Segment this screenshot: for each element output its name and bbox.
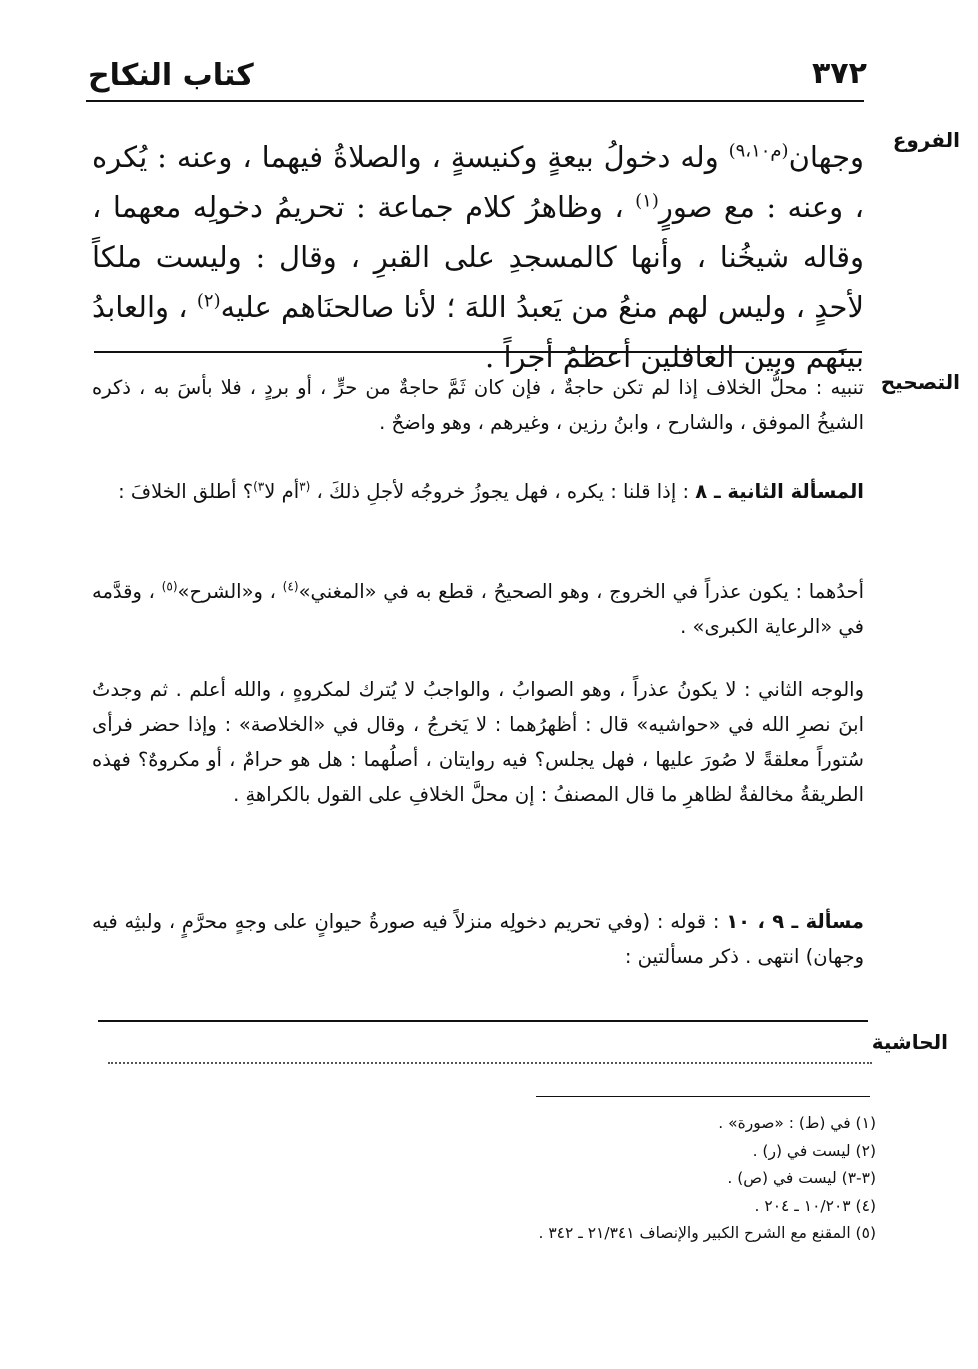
issue-heading: مسألة ـ ٩ ، ١٠	[726, 910, 864, 933]
footnotes	[380, 1110, 876, 1248]
footnote: (٤) ١٠/٢٠٣ ـ ٢٠٤ .	[754, 1196, 876, 1215]
section-divider	[98, 1020, 868, 1022]
footnote-ref: ٣)	[253, 479, 265, 494]
hashiya-dotted-line	[108, 1062, 872, 1064]
label-furu: الفروع	[892, 128, 960, 152]
footnote-ref: (١)	[635, 190, 659, 212]
tashih-text-part: أحدُهما : يكون عذراً في الخروج ، وهو الصحيحُ ، قطع به في «المغني»	[298, 580, 864, 603]
tashih-text-part: : إذا قلنا : يكره ، فهل يجوزُ خروجُه لأجلِ ذلكَ ،	[310, 480, 696, 503]
running-head: كتاب النكاح	[88, 58, 254, 93]
tashih-paragraph-note: تنبيه : محلُّ الخلاف إذا لم تكن حاجةٌ ، فإن كان ثَمَّ حاجةٌ من حرٍّ ، أو بردٍ ، فلا بأسَ به ، ذكره الشيخُ الموفق ، والشارح ، وابنُ رزين ، وغيرهم ، وهو واضحٌ .	[92, 376, 864, 434]
tashih-paragraph-second-view: والوجه الثاني : لا يكونُ عذراً ، وهو الصوابُ ، والواجبُ لا يُترك لمكروهٍ ، والله أعلم . ثم وجدتُ ابنَ نصرِ الله في «حواشيه» قال : أظهرُهما : لا يَخرجُ ، وقال في «الخلاصة» : وإذا حضر فرأى سُتوراً معلقةً لا صُورَ عليها ، فهل يجلس؟ فيه روايتان ، أصلُهما : هل هو حرامٌ ، أو مكروهٌ؟ فهذه الطريقةُ مخالفةٌ لظاهرِ ما قال المصنفُ : إن محلَّ الخلافِ على القول بالكراهةِ .	[92, 678, 864, 806]
footnote-ref: (٤)	[282, 579, 299, 594]
footnote: (٢) ليست في (ر) .	[752, 1141, 876, 1160]
label-tashih: التصحيح	[880, 370, 960, 394]
tashih-text-part: ، و«الشرح»	[177, 580, 283, 603]
furu-text	[92, 132, 864, 382]
tashih-paragraph-issue-9-10	[92, 904, 864, 974]
label-hashiya: الحاشية	[871, 1030, 948, 1054]
tashih-paragraph-first-view	[92, 574, 864, 644]
issue-heading: المسألة الثانية ـ ٨	[695, 480, 864, 503]
footnote-ref: (٣	[299, 479, 311, 494]
header-rule	[86, 100, 864, 102]
footnote-ref: (م٩،١٠)	[728, 140, 789, 162]
footnote: (١) في (ط) : «صورة» .	[718, 1114, 876, 1132]
tashih-text-part: ؟ أطلق الخلافَ :	[118, 480, 254, 503]
furu-text-part: ، والعابدُ بينَهم وبين الغافلين أعظمُ أجراً .	[92, 290, 864, 374]
tashih-text-part: : قوله : (وفي تحريم دخولِه منزلاً فيه صورةُ حيوانٍ على وجهٍ محرَّمٍ ، ولبثِه فيه وجهان) انتهى . ذكر مسألتين :	[92, 910, 864, 968]
footnote-ref: (٥)	[161, 579, 178, 594]
footnotes-rule	[536, 1096, 870, 1097]
tashih-paragraph-issue-8	[92, 474, 864, 509]
furu-text-part: ، وظاهرُ كلام جماعة : تحريمُ دخولِه معهما ، وقاله شيخُنا ، وأنها كالمسجدِ على القبرِ ، وقال : وليست ملكاً لأحدٍ ، وليس لهم منعُ من يَعبدُ اللهَ ؛ لأنا صالحنَاهم عليه	[92, 190, 864, 324]
furu-text-part: وله دخولُ بيعةٍ وكنيسةٍ ، والصلاةُ فيهما ، وعنه : يُكره ، وعنه : مع صورٍ	[92, 140, 864, 224]
page-number: ٣٧٢	[812, 56, 867, 91]
footnote-ref: (٢)	[196, 290, 221, 312]
footnote: (٥) المقنع مع الشرح الكبير والإنصاف ٢١/٣٤١ ـ ٣٤٢ .	[538, 1224, 876, 1242]
tashih-text-part: أم لا	[264, 480, 300, 503]
tashih-text-part: ، وقدَّمه في «الرعاية الكبرى» .	[92, 580, 864, 638]
footnote: (٣-٣) ليست في (ص) .	[727, 1169, 876, 1187]
section-divider	[94, 351, 862, 353]
furu-text-part: وجهان	[788, 140, 864, 174]
